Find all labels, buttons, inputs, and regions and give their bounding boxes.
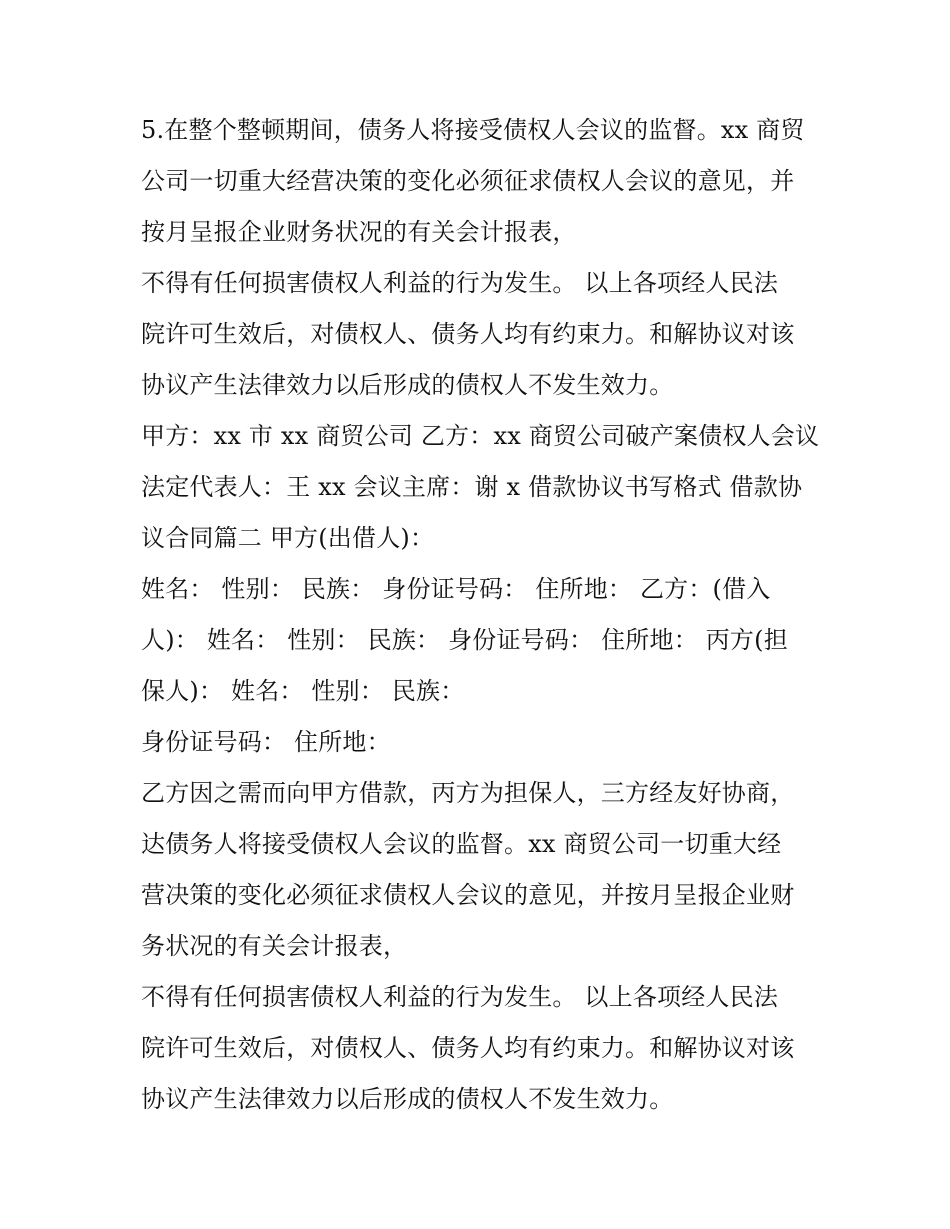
text-line: 公司一切重大经营决策的变化必须征求债权人会议的意见，并 xyxy=(141,167,795,195)
text-line: 身份证号码： 住所地： xyxy=(141,728,391,756)
text-line: 按月呈报企业财务状况的有关会计报表， xyxy=(141,218,577,246)
text-line: 甲方：xx 市 xx 商贸公司 乙方：xx 商贸公司破产案债权人会议 xyxy=(141,422,820,450)
text-line: 5.在整个整顿期间，债务人将接受债权人会议的监督。xx 商贸 xyxy=(141,116,805,144)
text-line: 协议产生法律效力以后形成的债权人不发生效力。 xyxy=(141,371,674,399)
text-line: 姓名： 性别： 民族： 身份证号码： 住所地： 乙方：(借入 xyxy=(141,575,771,603)
text-line: 达债务人将接受债权人会议的监督。xx 商贸公司一切重大经 xyxy=(141,830,782,858)
text-line: 务状况的有关会计报表， xyxy=(141,932,408,960)
document-body xyxy=(141,105,831,1125)
text-line: 协议产生法律效力以后形成的债权人不发生效力。 xyxy=(141,1085,674,1113)
text-line: 院许可生效后，对债权人、债务人均有约束力。和解协议对该 xyxy=(141,320,795,348)
text-line: 法定代表人：王 xx 会议主席：谢 x 借款协议书写格式 借款协 xyxy=(141,473,803,501)
text-line: 议合同篇二 甲方(出借人)： xyxy=(141,524,435,552)
text-line: 院许可生效后，对债权人、债务人均有约束力。和解协议对该 xyxy=(141,1034,795,1062)
text-line: 营决策的变化必须征求债权人会议的意见，并按月呈报企业财 xyxy=(141,881,795,909)
text-line: 不得有任何损害债权人利益的行为发生。 以上各项经人民法 xyxy=(141,269,779,297)
text-line: 人)： 姓名： 性别： 民族： 身份证号码： 住所地： 丙方(担 xyxy=(141,626,788,654)
text-line: 不得有任何损害债权人利益的行为发生。 以上各项经人民法 xyxy=(141,983,779,1011)
text-line: 乙方因之需而向甲方借款，丙方为担保人，三方经友好协商， xyxy=(141,779,795,807)
text-line: 保人)： 姓名： 性别： 民族： xyxy=(141,677,465,705)
